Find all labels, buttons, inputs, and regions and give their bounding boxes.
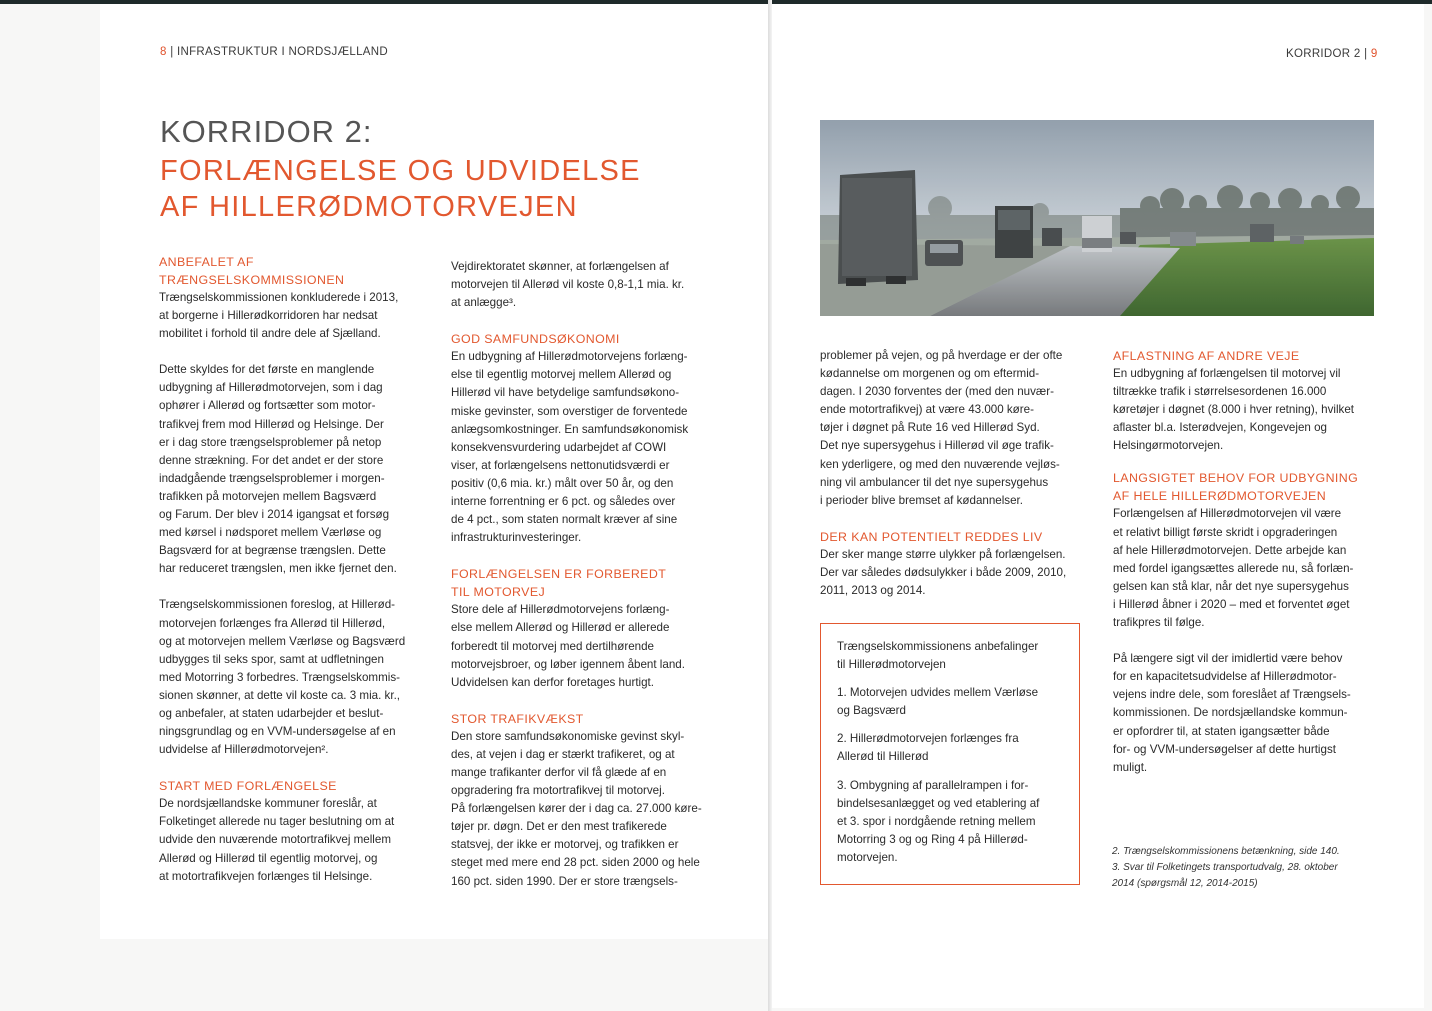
heading-aflastning: AFLASTNING AF ANDRE VEJE [1113, 349, 1300, 363]
box-item-2: 2. Hillerødmotorvejen forlænges fra Allerød til Hillerød [837, 732, 1019, 764]
page-number-left: 8 [160, 46, 167, 58]
box-item-1: 1. Motorvejen udvides mellem Værløse og Bagsværd [837, 686, 1039, 718]
paragraph: En udbygning af forlængelsen til motorvej vil tiltrække trafik i størrelsesordenen 16.000 køretøjer i døgnet (8.000 i hver retning), hvilket aflaster bl.a. Isterødvejen, Kongevejen og Helsingørmotorvejen. [1113, 367, 1354, 453]
footnote-2: 2. Trængselskommissionens betænkning, side 140. [1112, 846, 1340, 857]
box-intro: Trængselskommissionens anbefalinger til Hillerødmotorvejen [837, 640, 1039, 672]
footnote-3: 3. Svar til Folketingets transportudvalg, 28. oktober 2014 (spørgsmål 12, 2014-2015) [1112, 862, 1338, 889]
photo-illustration [820, 120, 1374, 316]
right-column-1 [820, 347, 1090, 600]
paragraph: problemer på vejen, og på hverdage er der ofte kødannelse om morgenen og om eftermid- dagen. I 2030 forventes der (med den nuvær- ende motortrafikvej) at være 43.000 køre- tøjer i døgnet på Rute 16 ved Hillerød Syd. Det nye supersygehus i Hillerød vil øge trafik- ken yderligere, og med den nuværende vejløs- ning vil ambulancer til det nye supersygehus i perioder blive bremset af kødannelser. [820, 349, 1063, 507]
paragraph: De nordsjællandske kommuner foreslår, at Folketinget allerede nu tager beslutning om at udvide den nuværende motortrafikvej mellem Allerød og Hillerød til egentlig motorvej, og at motortrafikvejen forlænges til Helsinge. [159, 797, 395, 883]
running-head-section-right: KORRIDOR 2 [1286, 48, 1361, 60]
heading-langsigtet-behov: LANGSIGTET BEHOV FOR UDBYGNING AF HELE HILLERØDMOTORVEJEN [1113, 471, 1359, 504]
running-head-separator: | [170, 46, 177, 58]
heading-reddes-liv: DER KAN POTENTIELT REDDES LIV [820, 529, 1043, 544]
page-number-right: 9 [1370, 48, 1378, 60]
running-head-right [1286, 48, 1378, 60]
paragraph: En udbygning af Hillerødmotorvejens forlæng- else til egentlig motorvej mellem Allerød og Hillerød vil have betydelige samfundsøkono- miske gevinster, som overstiger de forventede anlægsomkostninger. En samfundsøkonomisk konsekvensvurdering udarbejdet af COWI viser, at forlængelsens nettonutidsværdi er positiv (0,6 mia. kr.) målt over 50 år, og den interne forrentning er 6 pct. og således over de 4 pct., som staten normalt kræver af sine infrastrukturinvesteringer. [451, 350, 689, 545]
paragraph: Store dele af Hillerødmotorvejens forlæng- else mellem Allerød og Hillerød er allerede forberedt til motorvej med dertilhørende motorvejsbroer, og løber igennem åbent land. Udvidelsen kan derfor foretages hurtigt. [451, 603, 685, 689]
paragraph: Trængselskommissionen konkluderede i 2013, at borgerne i Hillerødkorridoren har nedsat mobilitet i forhold til andre dele af Sjælland. [159, 291, 399, 341]
heading-forlaengelsen-forberedt: FORLÆNGELSEN ER FORBEREDT TIL MOTORVEJ [451, 567, 667, 600]
running-head-left [160, 46, 388, 58]
paragraph: Forlængelsen af Hillerødmotorvejen vil være et relativt billigt første skridt i opgraderingen af hele Hillerødmotorvejen. Dette arbejde kan med fordel igangsættes allerede nu, så forlæn- gelsen kan stå klar, når det nye supersygehus i Hillerød åbner i 2020 – med et forventet øget trafikpres til følge. [1113, 507, 1354, 630]
motorway-traffic-photo [820, 120, 1374, 316]
left-column-1 [159, 253, 429, 886]
box-item-3: 3. Ombygning af parallelrampen i for- bindelsesanlægget og ved etablering af et 3. spor i nordgående retning mellem Motorring 3 og og Ring 4 på Hillerød- motorvejen. [837, 778, 1040, 864]
heading-stor-trafikvaekst: STOR TRAFIKVÆKST [451, 711, 584, 726]
footnotes [1112, 844, 1372, 892]
paragraph: Den store samfundsøkonomiske gevinst skyl- des, at vejen i dag er stærkt trafikeret, og at mange trafikanter derfor vil få glæde af en opgradering fra motortrafikvej til motorvej. På forlængelsen kører der i dag ca. 27.000 køre- tøjer pr. døgn. Det er den mest trafikerede statsvej, der ikke er motorvej, og trafikken er steget med mere end 28 pct. siden 2000 og hele 160 pct. siden 1990. Der er store trængsels- [451, 729, 702, 888]
paragraph: Vejdirektoratet skønner, at forlængelsen af motorvejen til Allerød vil koste 0,8-1,1 mia. kr. at anlægge³. [451, 260, 685, 310]
paragraph: Der sker mange større ulykker på forlængelsen. Der var således dødsulykker i både 2009, 2010, 2011, 2013 og 2014. [820, 547, 1067, 598]
title-line-3: AF HILLERØDMOTORVEJEN [160, 191, 578, 223]
left-column-2 [451, 258, 721, 891]
paragraph: På længere sigt vil der imidlertid være behov for en kapacitetsudvidelse af Hillerødmotor- vejens indre dele, som foreslået af Trængsels- kommissionen. De nordsjællandske kommun- er opfordrer til, at staten igangsætter både for- og VVM-undersøgelser af dette hurtigst muligt. [1113, 652, 1351, 774]
recommendations-box [820, 623, 1080, 885]
title-line-1: KORRIDOR 2: [160, 114, 373, 149]
heading-anbefalet: ANBEFALET AF TRÆNGSELSKOMMISSIONEN [159, 255, 345, 287]
right-column-2 [1113, 347, 1383, 777]
running-head-section-left: INFRASTRUKTUR I NORDSJÆLLAND [177, 46, 388, 58]
paragraph: Trængselskommissionen foreslog, at Hillerød- motorvejen forlænges fra Allerød til Hillerød, og at motorvejen mellem Værløse og Bagsværd udbygges til seks spor, samt at udfletningen med Motorring 3 forbedres. Trængselskommis- sionen skønner, at dette vil koste ca. 3 mia. kr., og anbefaler, at staten udarbejder et beslut- ningsgrundlag og en VVM-undersøgelse af en udvidelse af Hillerødmotorvejen². [159, 598, 406, 757]
title-line-2: FORLÆNGELSE OG UDVIDELSE [160, 155, 641, 187]
running-head-separator: | [1364, 48, 1371, 60]
heading-start-med-forlaengelse: START MED FORLÆNGELSE [159, 779, 337, 794]
heading-god-samfundsoekonomi: GOD SAMFUNDSØKONOMI [451, 332, 620, 347]
paragraph: Dette skyldes for det første en manglende udbygning af Hillerødmotorvejen, som i dag ophører i Allerød og fortsætter som motor- trafikvej frem mod Hillerød og Helsinge. Der er i dag store trængselsproblemer på netop denne strækning. For det andet er der store indadgående trængselsproblemer i morgen- trafikken på motorvejen mellem Bagsværd og Farum. Der blev i 2014 igangsat et forsøg med kørsel i nødsporet mellem Værløse og Bagsværd for at begrænse trængslen. Dette har reduceret trængslen, men ikke fjernet den. [159, 363, 397, 576]
